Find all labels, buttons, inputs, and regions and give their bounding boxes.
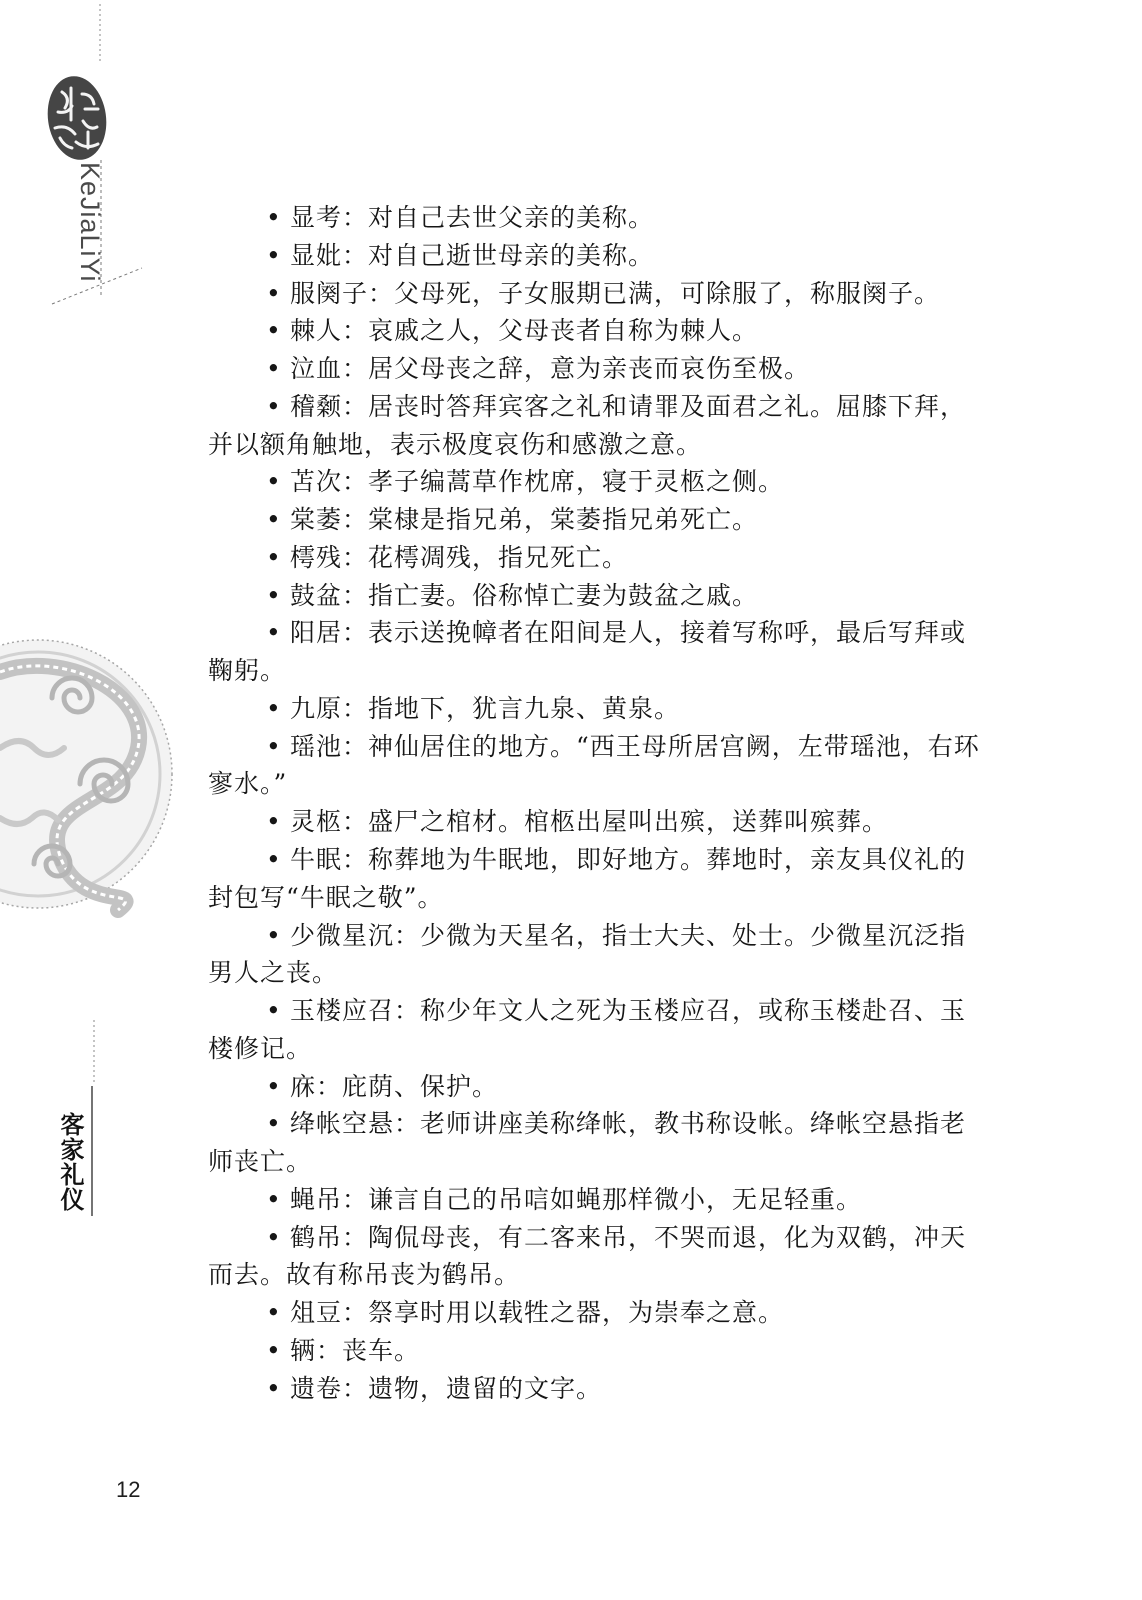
bullet-marker: • — [266, 505, 281, 535]
entry-line — [208, 312, 988, 350]
entry-line — [208, 614, 988, 652]
glossary-entry — [208, 1068, 988, 1106]
glossary-entry — [208, 350, 988, 388]
entry-text: 绛帐空悬：老师讲座美称绛帐，教书称设帐。绛帐空悬指老 — [290, 1109, 967, 1139]
glossary-entry — [208, 312, 988, 350]
glossary-entry — [208, 1219, 988, 1295]
entry-line — [208, 1370, 988, 1408]
entry-line-continued: 鞠躬。 — [208, 656, 287, 686]
glossary-entry — [208, 917, 988, 993]
glossary-entry — [208, 388, 988, 464]
entry-line — [208, 577, 988, 615]
entry-text: 棠萎：棠棣是指兄弟，棠萎指兄弟死亡。 — [290, 505, 759, 535]
bullet-marker: • — [266, 580, 281, 610]
entry-line — [208, 1219, 988, 1257]
entry-text: 鼓盆：指亡妻。俗称悼亡妻为鼓盆之戚。 — [290, 580, 759, 610]
entry-text: 棘人：哀戚之人，父母丧者自称为棘人。 — [290, 316, 759, 346]
bullet-marker: • — [266, 618, 281, 648]
bullet-marker: • — [266, 1373, 281, 1403]
bullet-marker: • — [266, 354, 281, 384]
entry-line — [208, 1181, 988, 1219]
bullet-marker: • — [266, 1184, 281, 1214]
entry-line — [208, 1294, 988, 1332]
bullet-marker: • — [266, 203, 281, 232]
entry-line-continued: 楼修记。 — [208, 1033, 313, 1063]
glossary-entry — [208, 1294, 988, 1332]
glossary-entry — [208, 841, 988, 917]
entry-line — [208, 199, 988, 237]
glossary-entry — [208, 1332, 988, 1370]
bullet-marker: • — [266, 240, 281, 270]
glossary-entry — [208, 199, 988, 237]
entry-line — [208, 803, 988, 841]
bullet-marker: • — [266, 807, 281, 837]
glossary-entry — [208, 614, 988, 690]
entry-line — [208, 463, 988, 501]
entry-line-continued: 师丧亡。 — [208, 1147, 313, 1177]
seal-body — [42, 72, 111, 163]
bullet-marker: • — [266, 920, 281, 950]
bullet-marker: • — [266, 845, 281, 875]
entry-text: 牛眠：称葬地为牛眠地，即好地方。葬地时，亲友具仪礼的 — [290, 845, 967, 875]
entry-line — [208, 728, 988, 766]
entry-line — [208, 275, 988, 313]
entry-line-continued: 男人之丧。 — [208, 958, 339, 988]
bullet-marker: • — [266, 1298, 281, 1328]
entry-text: 灵柩：盛尸之棺材。棺柩出屋叫出殡，送葬叫殡葬。 — [290, 807, 889, 837]
entry-text: 显考：对自己去世父亲的美称。 — [290, 203, 655, 232]
bullet-marker: • — [266, 542, 281, 572]
series-label: KeJiaLiYi — [75, 162, 105, 283]
seal-logo — [42, 72, 112, 164]
page-number: 12 — [116, 1477, 141, 1502]
entry-line-continued: 而去。故有称吊丧为鹤吊。 — [208, 1260, 521, 1290]
entry-line — [208, 992, 988, 1030]
entry-line-continued: 并以额角触地，表示极度哀伤和感激之意。 — [208, 429, 703, 459]
entry-text: 俎豆：祭享时用以载牲之器，为崇奉之意。 — [290, 1298, 785, 1328]
entry-text: 泣血：居父母丧之辞，意为亲丧而哀伤至极。 — [290, 354, 811, 384]
entry-text: 蝇吊：谦言自己的吊唁如蝇那样微小，无足轻重。 — [290, 1184, 863, 1214]
glossary-entry — [208, 577, 988, 615]
glossary-entry — [208, 463, 988, 501]
bullet-marker: • — [266, 693, 281, 723]
entry-text: 显妣：对自己逝世母亲的美称。 — [290, 240, 655, 270]
entry-text: 服阕子：父母死，子女服期已满，可除服了，称服阕子。 — [290, 278, 941, 308]
glossary-entry — [208, 1370, 988, 1408]
entry-text: 阳居：表示送挽幛者在阳间是人，接着写称呼，最后写拜或 — [290, 618, 967, 648]
bullet-marker: • — [266, 1335, 281, 1365]
glossary-entry — [208, 501, 988, 539]
entry-text: 鹤吊：陶侃母丧，有二客来吊，不哭而退，化为双鹤，冲天 — [290, 1222, 967, 1252]
glossary-entry — [208, 690, 988, 728]
glossary-entry — [208, 237, 988, 275]
side-title: 客家礼仪 — [56, 1112, 84, 1212]
entry-line — [208, 841, 988, 879]
bullet-marker: • — [266, 996, 281, 1026]
entry-text: 少微星沉：少微为天星名，指士大夫、处士。少微星沉泛指 — [290, 920, 967, 950]
ornament-medallion — [0, 628, 175, 920]
entry-text: 九原：指地下，犹言九泉、黄泉。 — [290, 693, 681, 723]
entry-line — [208, 388, 988, 426]
bullet-marker: • — [266, 467, 281, 497]
glossary-list — [208, 199, 988, 1408]
entry-text: 樗残：花樗凋残，指兄死亡。 — [290, 542, 629, 572]
entry-text: 稽颡：居丧时答拜宾客之礼和请罪及面君之礼。屈膝下拜， — [290, 391, 967, 421]
entry-line — [208, 501, 988, 539]
entry-line — [208, 1332, 988, 1370]
entry-text: 瑶池：神仙居住的地方。“西王母所居宫阙，左带瑶池，右环 — [290, 731, 980, 761]
entry-text: 苫次：孝子编蒿草作枕席，寝于灵柩之侧。 — [290, 467, 785, 497]
bullet-marker: • — [266, 731, 281, 761]
entry-text: 玉楼应召：称少年文人之死为玉楼应召，或称玉楼赴召、玉 — [290, 996, 967, 1026]
entry-line — [208, 917, 988, 955]
glossary-entry — [208, 275, 988, 313]
bullet-marker: • — [266, 1222, 281, 1252]
bullet-marker: • — [266, 1071, 281, 1101]
glossary-entry — [208, 728, 988, 804]
entry-text: 遗卷：遗物，遗留的文字。 — [290, 1373, 603, 1403]
entry-line-continued: 寥水。” — [208, 769, 288, 799]
entry-text: 庥：庇荫、保护。 — [290, 1071, 499, 1101]
entry-line — [208, 237, 988, 275]
glossary-entry — [208, 1105, 988, 1181]
bullet-marker: • — [266, 278, 281, 308]
entry-line — [208, 539, 988, 577]
bullet-marker: • — [266, 391, 281, 421]
glossary-entry — [208, 1181, 988, 1219]
entry-line — [208, 1068, 988, 1106]
entry-line — [208, 1105, 988, 1143]
glossary-entry — [208, 539, 988, 577]
entry-line — [208, 350, 988, 388]
glossary-entry — [208, 803, 988, 841]
bullet-marker: • — [266, 316, 281, 346]
glossary-entry — [208, 992, 988, 1068]
entry-line — [208, 690, 988, 728]
entry-text: 辆：丧车。 — [290, 1335, 421, 1365]
bullet-marker: • — [266, 1109, 281, 1139]
entry-line-continued: 封包写“牛眠之敬”。 — [208, 882, 444, 912]
